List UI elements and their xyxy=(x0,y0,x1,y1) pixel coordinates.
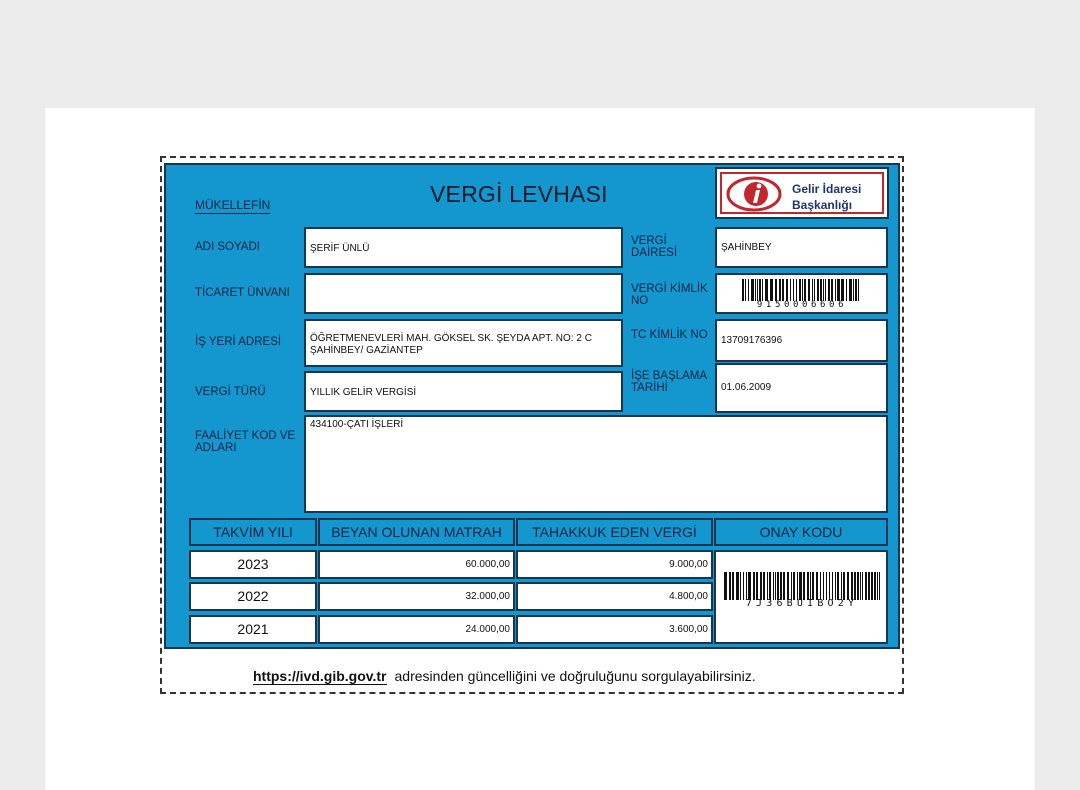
barcode-bar xyxy=(857,572,859,600)
tax-type-label: VERGİ TÜRÜ xyxy=(195,386,266,398)
tax-id-value: 9150006606 xyxy=(756,300,848,310)
barcode-bar xyxy=(810,572,811,600)
barcode-bar xyxy=(820,279,822,301)
barcode-bar xyxy=(770,279,773,301)
barcode-bar xyxy=(797,572,798,600)
tax-office-label-line1: VERGİ xyxy=(631,235,667,247)
barcode-bar xyxy=(804,279,806,301)
barcode-bar xyxy=(858,279,859,301)
barcode-bar xyxy=(816,572,818,600)
tc-id-label: TC KİMLİK NO xyxy=(631,329,708,341)
activity-label-line2: ADLARI xyxy=(195,442,237,454)
barcode-bar xyxy=(796,279,797,301)
approval-barcode xyxy=(724,572,880,600)
barcode-bar xyxy=(769,572,771,600)
barcode-bar xyxy=(767,572,768,600)
table-row-2023-year: 2023 xyxy=(189,550,317,579)
barcode-bar xyxy=(879,572,880,600)
barcode-bar xyxy=(762,279,763,301)
verification-text: adresinden güncelliğini ve doğruluğunu sorgulayabilirsiniz. xyxy=(394,668,756,684)
barcode-bar xyxy=(763,572,765,600)
name-field xyxy=(304,227,623,268)
barcode-bar xyxy=(812,279,813,301)
barcode-bar xyxy=(820,572,821,600)
barcode-bar xyxy=(775,279,777,301)
logo-text-line1: Gelir İdaresi xyxy=(792,182,862,196)
barcode-bar xyxy=(823,279,824,301)
tax-id-label xyxy=(631,283,708,307)
barcode-bar xyxy=(826,572,827,600)
table-header-year: TAKVİM YILI xyxy=(189,518,317,546)
barcode-bar xyxy=(782,279,784,301)
table-header-tax: TAHAKKUK EDEN VERGİ xyxy=(516,518,713,546)
barcode-bar xyxy=(751,279,754,301)
barcode-bar xyxy=(849,279,852,301)
barcode-bar xyxy=(874,572,876,600)
table-row-2021-base: 24.000,00 xyxy=(318,615,515,644)
activity-label xyxy=(195,430,295,454)
table-row-2022-year: 2022 xyxy=(189,582,317,611)
barcode-bar xyxy=(753,572,755,600)
barcode-bar xyxy=(760,572,762,600)
address-line1: ÖĞRETMENEVLERİ MAH. GÖKSEL SK. ŞEYDA APT. NO: 2 C xyxy=(310,333,592,344)
tc-id-field xyxy=(715,319,888,362)
barcode-bar xyxy=(783,572,785,600)
barcode-bar xyxy=(746,572,747,600)
barcode-bar xyxy=(765,279,768,301)
trade-name-label: TİCARET ÜNVANI xyxy=(195,287,290,299)
start-date-label-line2: TARİHİ xyxy=(631,382,668,394)
trade-name-field xyxy=(304,273,623,314)
tax-office-label-line2: DAİRESİ xyxy=(631,247,678,259)
start-date-label xyxy=(631,370,707,394)
start-date-label-line1: İŞE BAŞLAMA xyxy=(631,370,708,382)
barcode-bar xyxy=(786,279,788,301)
barcode-bar xyxy=(745,279,746,301)
tax-id-barcode xyxy=(742,279,862,301)
barcode-bar xyxy=(860,572,861,600)
barcode-bar xyxy=(802,279,803,301)
table-row-2022-base: 32.000,00 xyxy=(318,582,515,611)
tc-id-value: 13709176396 xyxy=(721,335,783,346)
barcode-bar xyxy=(790,279,791,301)
barcode-bar xyxy=(835,572,836,600)
verification-note xyxy=(253,668,756,684)
table-row-2023-base: 60.000,00 xyxy=(318,550,515,579)
table-header-base: BEYAN OLUNAN MATRAH xyxy=(318,518,515,546)
barcode-bar xyxy=(835,279,836,301)
barcode-bar xyxy=(755,279,756,301)
address-field xyxy=(304,319,623,367)
barcode-bar xyxy=(832,572,833,600)
barcode-bar xyxy=(793,572,795,600)
barcode-bar xyxy=(724,572,727,600)
verification-link[interactable]: https://ivd.gib.gov.tr xyxy=(253,668,387,684)
barcode-bar xyxy=(862,572,863,600)
barcode-bar xyxy=(759,279,761,301)
barcode-bar xyxy=(841,279,844,301)
barcode-bar xyxy=(829,572,830,600)
barcode-bar xyxy=(823,572,824,600)
barcode-bar xyxy=(779,279,781,301)
table-row-2023-tax: 9.000,00 xyxy=(516,550,713,579)
start-date-value: 01.06.2009 xyxy=(721,382,772,393)
activity-field xyxy=(304,415,888,513)
logo-frame xyxy=(720,172,884,214)
barcode-bar xyxy=(837,572,839,600)
barcode-bar xyxy=(865,572,867,600)
gib-emblem-icon xyxy=(726,175,784,213)
barcode-bar xyxy=(793,279,794,301)
tax-id-label-line2: NO xyxy=(631,295,649,307)
table-row-2021-tax: 3.600,00 xyxy=(516,615,713,644)
barcode-bar xyxy=(775,572,776,600)
logo-text-line2: Başkanlığı xyxy=(792,198,853,212)
barcode-bar xyxy=(732,572,734,600)
barcode-bar xyxy=(868,572,870,600)
section-label-mukellef: MÜKELLEFİN xyxy=(195,198,271,212)
tax-office-field xyxy=(715,227,888,268)
barcode-bar xyxy=(843,572,845,600)
barcode-bar xyxy=(780,572,782,600)
name-value: ŞERİF ÜNLÜ xyxy=(310,243,370,254)
tax-id-field xyxy=(715,273,888,314)
barcode-bar xyxy=(871,572,873,600)
tax-office-label xyxy=(631,235,677,259)
barcode-bar xyxy=(773,572,774,600)
barcode-bar xyxy=(799,572,802,600)
tax-office-value: ŞAHİNBEY xyxy=(721,242,772,253)
barcode-bar xyxy=(846,279,847,301)
barcode-bar xyxy=(748,279,749,301)
gib-logo xyxy=(715,167,889,219)
barcode-bar xyxy=(757,279,758,301)
table-row-2021-year: 2021 xyxy=(189,615,317,644)
barcode-bar xyxy=(756,572,758,600)
barcode-bar xyxy=(817,279,819,301)
barcode-bar xyxy=(743,572,744,600)
barcode-bar xyxy=(877,572,878,600)
table-header-approval: ONAY KODU xyxy=(714,518,888,546)
barcode-bar xyxy=(831,279,833,301)
name-label: ADI SOYADI xyxy=(195,241,260,253)
approval-code-cell xyxy=(714,550,888,644)
barcode-bar xyxy=(808,279,810,301)
barcode-bar xyxy=(841,572,842,600)
barcode-bar xyxy=(807,572,809,600)
barcode-bar xyxy=(812,572,814,600)
barcode-bar xyxy=(853,279,854,301)
logo-text xyxy=(792,181,861,213)
table-row-2022-tax: 4.800,00 xyxy=(516,582,713,611)
barcode-bar xyxy=(825,279,826,301)
activity-value: 434100-ÇATI İŞLERİ xyxy=(310,419,404,430)
start-date-field xyxy=(715,363,888,413)
barcode-bar xyxy=(854,572,856,600)
barcode-bar xyxy=(729,572,731,600)
barcode-bar xyxy=(828,279,830,301)
tax-type-field xyxy=(304,371,623,412)
tax-id-label-line1: VERGİ KİMLİK xyxy=(631,283,708,295)
document-title: VERGİ LEVHASI xyxy=(430,181,608,207)
barcode-bar xyxy=(837,279,840,301)
tax-type-value: YILLIK GELİR VERGİSİ xyxy=(310,387,417,398)
barcode-bar xyxy=(814,279,815,301)
barcode-bar xyxy=(787,572,789,600)
barcode-bar xyxy=(803,572,805,600)
barcode-bar xyxy=(847,572,849,600)
approval-code-value: 7J36BUIBO2Y xyxy=(745,598,859,609)
barcode-bar xyxy=(736,572,739,600)
barcode-bar xyxy=(740,572,741,600)
barcode-bar xyxy=(851,572,853,600)
barcode-bar xyxy=(799,279,801,301)
barcode-bar xyxy=(777,572,779,600)
barcode-bar xyxy=(855,279,857,301)
barcode-bar xyxy=(748,572,751,600)
address-line2: ŞAHİNBEY/ GAZİANTEP xyxy=(310,345,423,356)
barcode-bar xyxy=(742,279,744,301)
barcode-bar xyxy=(791,572,792,600)
activity-label-line1: FAALİYET KOD VE xyxy=(195,430,296,442)
address-label: İŞ YERİ ADRESİ xyxy=(195,336,282,348)
